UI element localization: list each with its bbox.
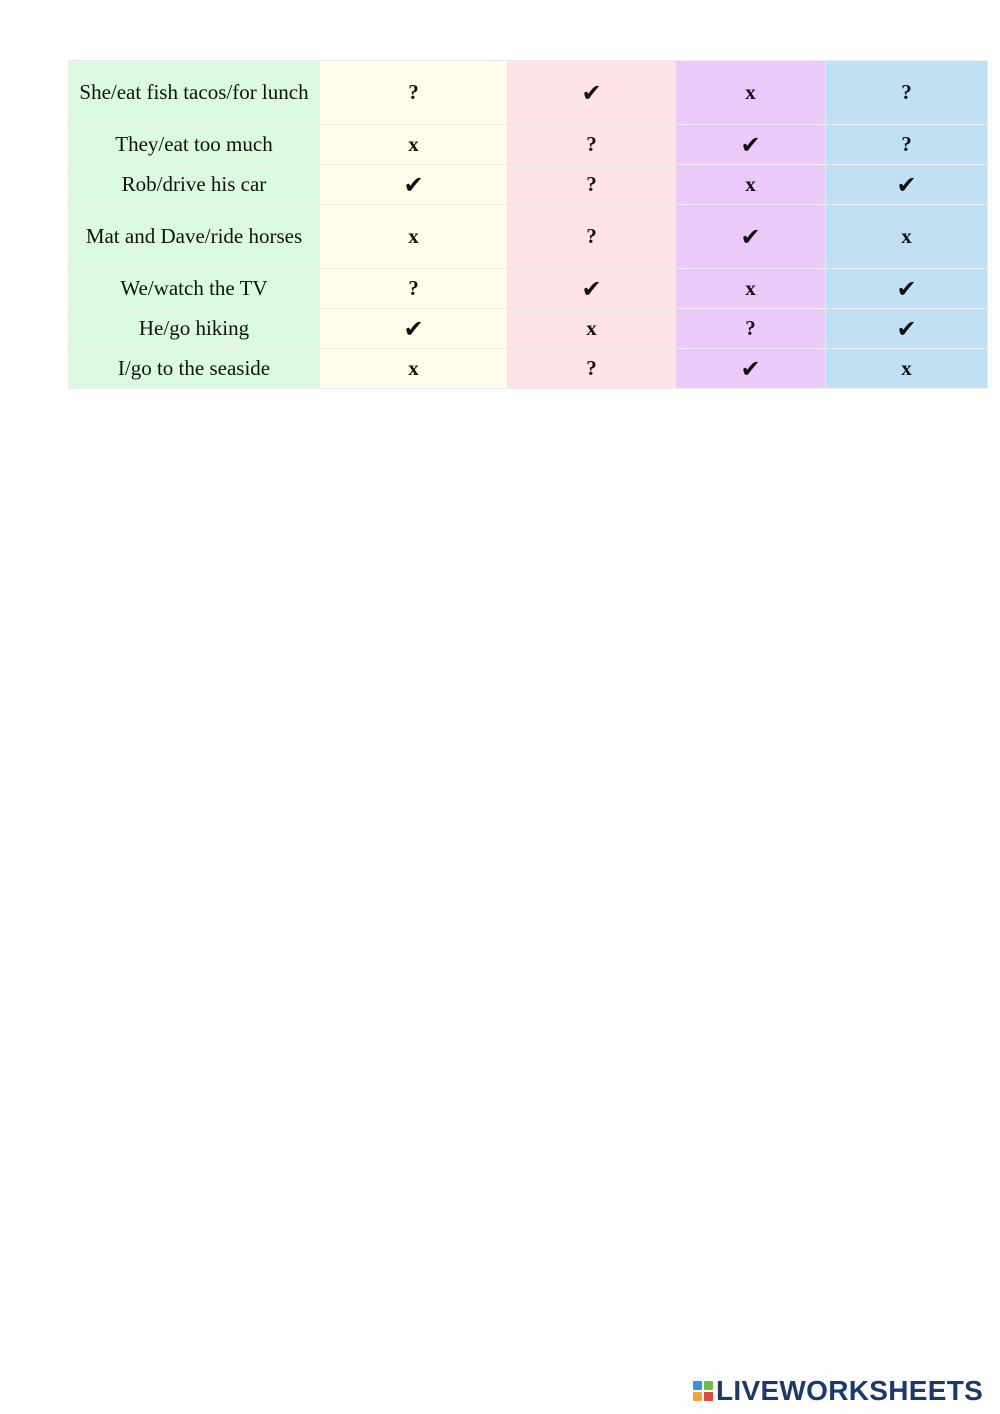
cross-mark: x: [901, 356, 912, 380]
question-mark: ?: [408, 276, 419, 300]
prompt-cell: I/go to the seaside: [69, 349, 320, 389]
question-mark: ?: [901, 80, 912, 104]
liveworksheets-logo: [693, 1376, 983, 1406]
check-icon: ✔: [896, 170, 917, 199]
prompt-cell: Mat and Dave/ride horses: [69, 205, 320, 269]
cross-mark-cell: [676, 165, 826, 205]
cross-mark: x: [408, 356, 419, 380]
question-mark-cell: [826, 125, 988, 165]
cross-mark: x: [408, 224, 419, 248]
cross-mark: x: [901, 224, 912, 248]
check-mark-cell: [676, 125, 826, 165]
cross-mark: x: [408, 132, 419, 156]
logo-mark-icon: [693, 1381, 713, 1401]
check-icon: ✔: [403, 314, 424, 343]
logo-text: LIVEWORKSHEETS: [716, 1375, 984, 1406]
cross-mark: x: [745, 172, 756, 196]
check-mark-cell: [508, 61, 676, 125]
check-mark-cell: [826, 269, 988, 309]
question-mark: ?: [586, 224, 597, 248]
logo-mark-square: [693, 1381, 702, 1390]
question-mark-cell: [508, 205, 676, 269]
table-row: [69, 165, 988, 205]
check-mark-cell: [676, 205, 826, 269]
question-mark-cell: [508, 125, 676, 165]
question-mark: ?: [586, 356, 597, 380]
cross-mark-cell: [826, 205, 988, 269]
check-mark-cell: [320, 165, 508, 205]
question-mark-cell: [676, 309, 826, 349]
logo-mark-square: [704, 1392, 713, 1401]
cross-mark-cell: [676, 269, 826, 309]
check-icon: ✔: [581, 78, 602, 107]
cross-mark-cell: [676, 61, 826, 125]
prompt-cell: They/eat too much: [69, 125, 320, 165]
check-mark-cell: [826, 165, 988, 205]
worksheet-table: [68, 60, 988, 389]
check-icon: ✔: [740, 222, 761, 251]
check-icon: ✔: [581, 274, 602, 303]
table-row: [69, 269, 988, 309]
question-mark: ?: [586, 132, 597, 156]
check-icon: ✔: [740, 354, 761, 383]
table-row: [69, 349, 988, 389]
cross-mark-cell: [826, 349, 988, 389]
logo-mark-square: [693, 1392, 702, 1401]
check-icon: ✔: [403, 170, 424, 199]
cross-mark: x: [745, 80, 756, 104]
table-row: [69, 61, 988, 125]
question-mark: ?: [745, 316, 756, 340]
cross-mark-cell: [320, 349, 508, 389]
cross-mark: x: [745, 276, 756, 300]
prompt-cell: Rob/drive his car: [69, 165, 320, 205]
table-row: [69, 309, 988, 349]
question-mark-cell: [320, 269, 508, 309]
table-row: [69, 205, 988, 269]
prompt-cell: We/watch the TV: [69, 269, 320, 309]
question-mark: ?: [408, 80, 419, 104]
question-mark: ?: [586, 172, 597, 196]
prompt-cell: He/go hiking: [69, 309, 320, 349]
check-icon: ✔: [896, 274, 917, 303]
prompt-cell: She/eat fish tacos/for lunch: [69, 61, 320, 125]
check-icon: ✔: [740, 130, 761, 159]
check-mark-cell: [320, 309, 508, 349]
logo-mark-square: [704, 1381, 713, 1390]
check-mark-cell: [676, 349, 826, 389]
table-row: [69, 125, 988, 165]
question-mark: ?: [901, 132, 912, 156]
question-mark-cell: [826, 61, 988, 125]
cross-mark-cell: [320, 205, 508, 269]
cross-mark-cell: [320, 125, 508, 165]
check-icon: ✔: [896, 314, 917, 343]
cross-mark-cell: [508, 309, 676, 349]
cross-mark: x: [586, 316, 597, 340]
question-mark-cell: [508, 165, 676, 205]
check-mark-cell: [826, 309, 988, 349]
question-mark-cell: [508, 349, 676, 389]
check-mark-cell: [508, 269, 676, 309]
question-mark-cell: [320, 61, 508, 125]
